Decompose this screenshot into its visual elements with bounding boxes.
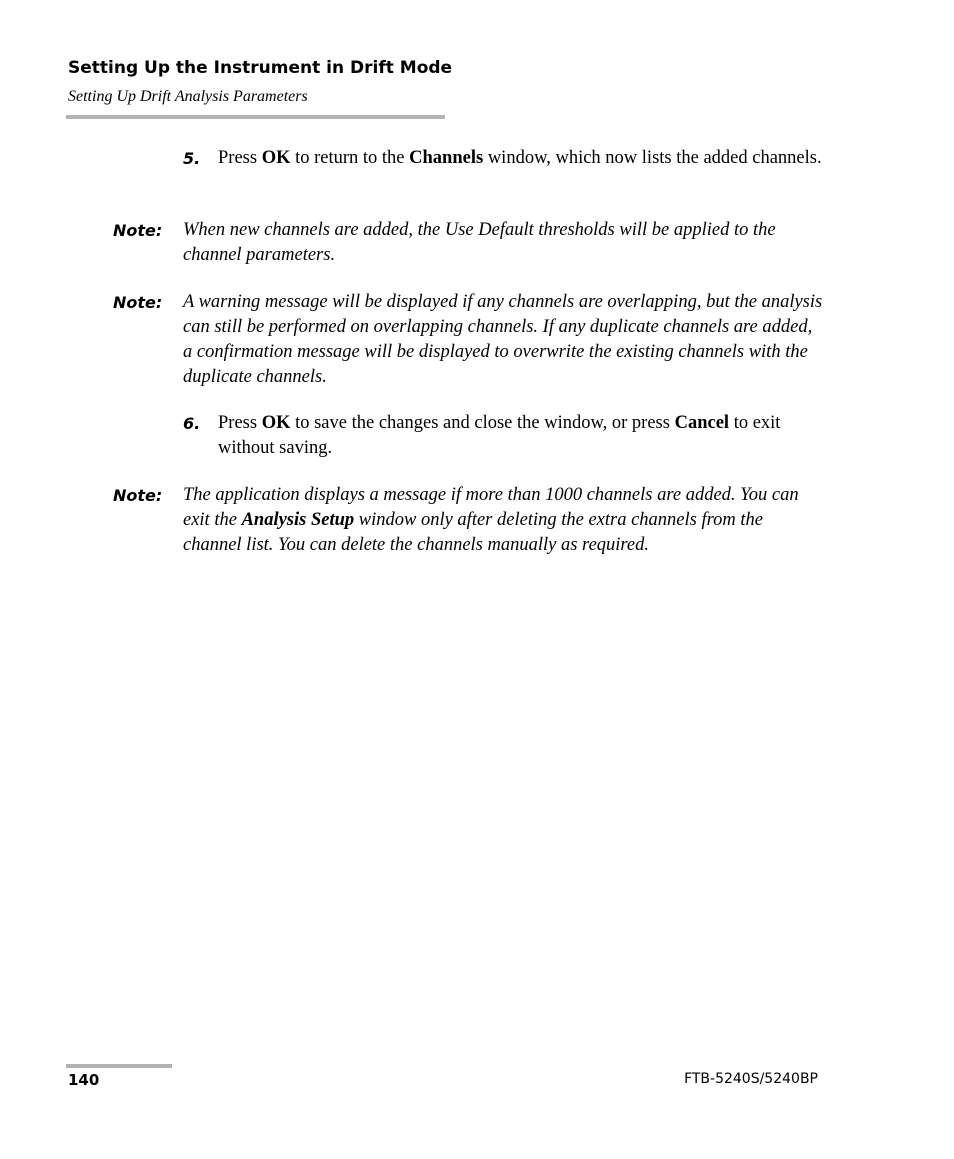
section-subtitle: Setting Up Drift Analysis Parameters [68, 88, 308, 105]
step-text: Press OK to return to the Channels window, which now lists the added channels. [218, 148, 822, 168]
note-text: A warning message will be displayed if any channels are overlapping, but the analysis can still be performed on overlapping channels. If any duplicate channels are added, a confirmation message will be displayed to overwrite the existing channels with the duplicate channels. [183, 292, 823, 387]
ok-button-ref: OK [261, 148, 291, 168]
step-text: Press OK to save the changes and close the window, or press Cancel to exit without saving. [218, 413, 781, 458]
note-text: When new channels are added, the Use Default thresholds will be applied to the channel parameters. [183, 220, 776, 265]
cancel-button-ref: Cancel [674, 413, 730, 433]
note-text: The application displays a message if more than 1000 channels are added. You can exit the Analysis Setup window only after deleting the extra channels from the channel list. You can delete the channels manually as required. [183, 485, 799, 555]
product-model: FTB-5240S/5240BP [684, 1071, 818, 1087]
step-number: 6. [183, 414, 201, 433]
section-title: Setting Up the Instrument in Drift Mode [68, 58, 453, 78]
step-number: 5. [183, 149, 201, 168]
channels-window-ref: Channels [409, 148, 484, 168]
step-6 [183, 411, 823, 461]
note-channel-limit [113, 483, 823, 558]
ok-button-ref: OK [261, 413, 291, 433]
note-label: Note: [113, 293, 163, 312]
note-default-thresholds [113, 218, 823, 268]
page-number: 140 [68, 1071, 100, 1089]
note-label: Note: [113, 221, 163, 240]
step-5 [183, 146, 823, 171]
footer-divider [66, 1064, 172, 1068]
analysis-setup-window-ref: Analysis Setup [241, 510, 355, 530]
note-overlapping-channels [113, 290, 823, 390]
header-divider [66, 115, 445, 119]
note-label: Note: [113, 486, 163, 505]
